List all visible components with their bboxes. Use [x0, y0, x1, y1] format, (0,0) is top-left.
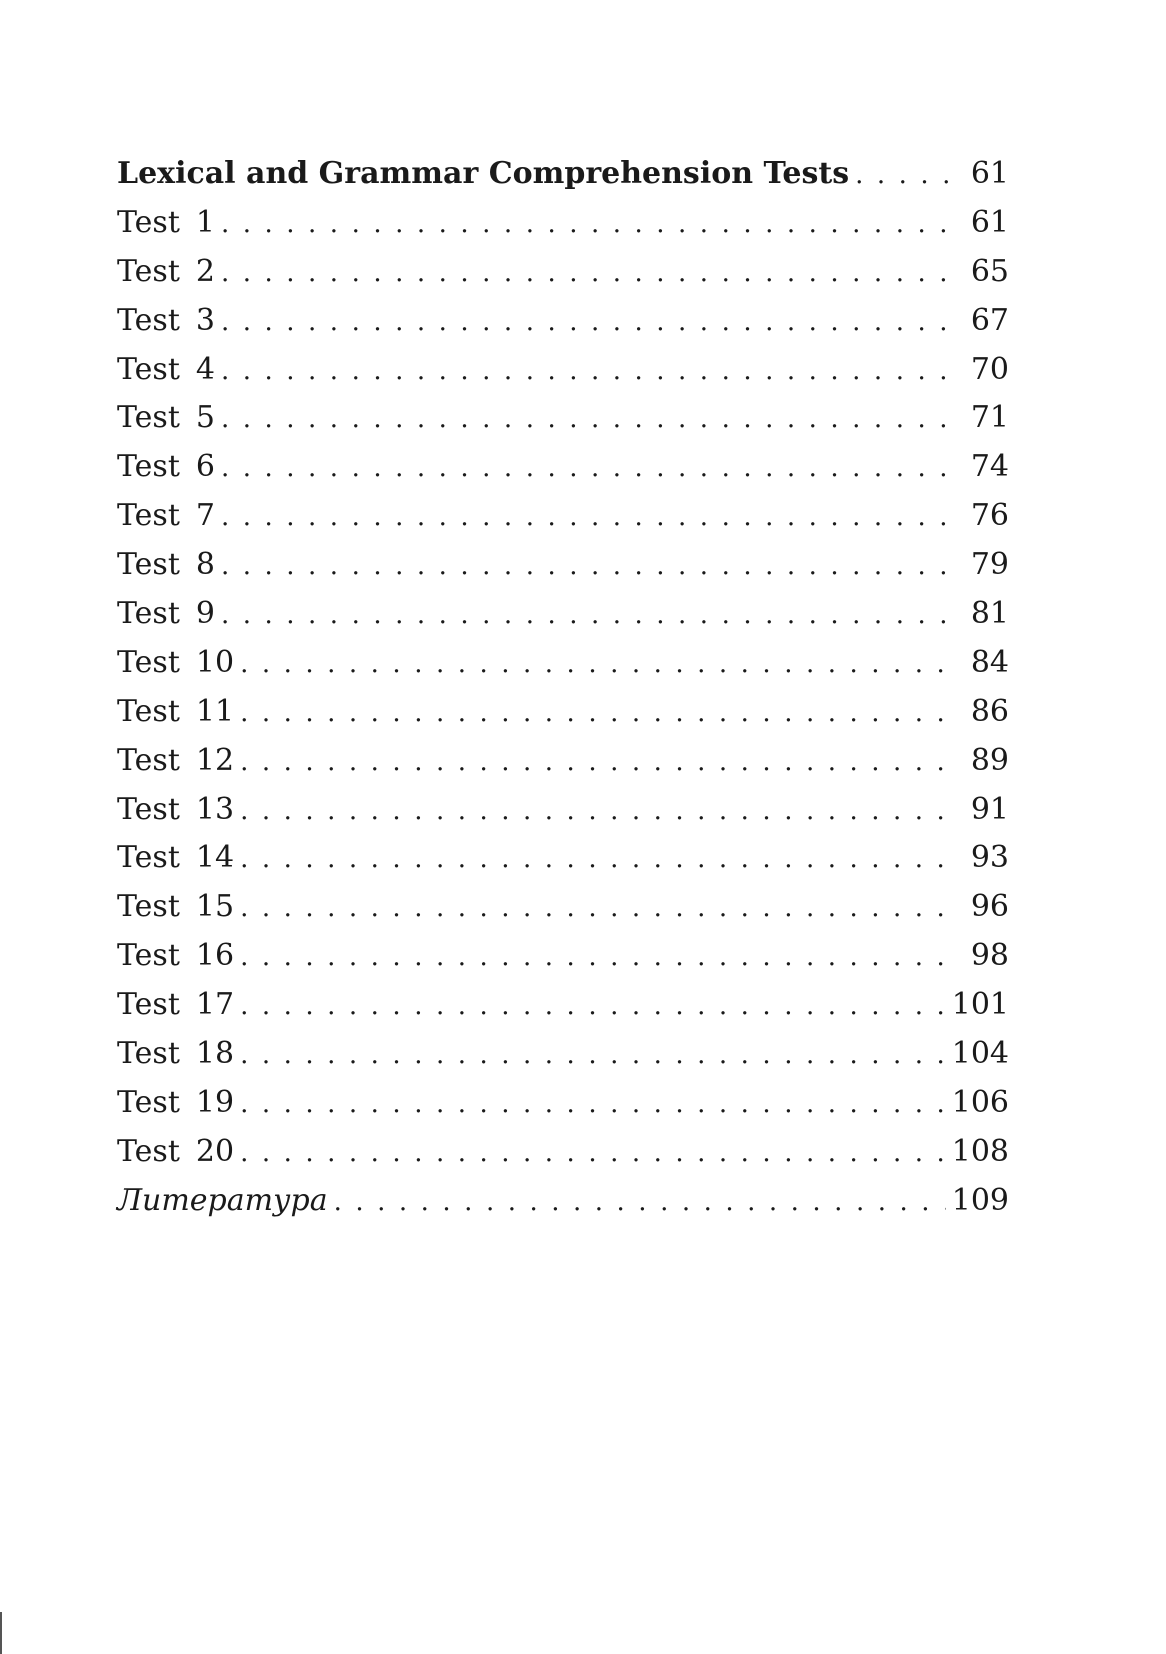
toc-test-entry[interactable]: [117, 1128, 1009, 1177]
dot-leader: [221, 444, 953, 493]
dot-leader: [334, 1178, 946, 1227]
toc-test-page: 93: [970, 840, 1009, 876]
toc-test-number: 2: [195, 253, 215, 289]
toc-test-entry[interactable]: [117, 248, 1009, 297]
toc-test-number: 9: [195, 596, 215, 632]
toc-test-number: 5: [195, 400, 215, 436]
toc-test-label: Test: [117, 547, 180, 583]
toc-test-number: 10: [195, 644, 235, 680]
toc-test-label: Test: [117, 498, 180, 534]
dot-leader: [221, 347, 953, 396]
toc-test-page: 84: [970, 644, 1009, 680]
dot-leader: [855, 151, 953, 200]
toc-test-label: Test: [117, 204, 180, 240]
toc-test-entry[interactable]: [117, 639, 1009, 688]
toc-test-page: 98: [970, 938, 1009, 974]
toc-test-number: 20: [195, 1133, 235, 1169]
toc-test-page: 106: [951, 1084, 1009, 1120]
dot-leader: [221, 395, 953, 444]
toc-test-number: 6: [195, 449, 215, 485]
toc-test-entry[interactable]: [117, 1030, 1009, 1079]
toc-test-page: 74: [970, 449, 1009, 485]
toc-test-number: 18: [195, 1036, 235, 1072]
dot-leader: [240, 1080, 946, 1129]
toc-test-label: Test: [117, 889, 180, 925]
toc-references-page: 109: [951, 1182, 1009, 1218]
toc-test-number: 1: [195, 204, 215, 240]
table-of-contents: [117, 150, 1009, 1226]
toc-test-entry[interactable]: [117, 688, 1009, 737]
toc-test-entry[interactable]: [117, 541, 1009, 590]
toc-test-label: Test: [117, 840, 180, 876]
toc-test-page: 91: [970, 791, 1009, 827]
dot-leader: [240, 884, 953, 933]
toc-test-page: 76: [970, 498, 1009, 534]
toc-test-number: 4: [195, 351, 215, 387]
toc-references-entry[interactable]: [117, 1177, 1009, 1226]
toc-test-page: 101: [951, 987, 1009, 1023]
test-entries-list: [117, 199, 1009, 1177]
toc-test-number: 15: [195, 889, 235, 925]
toc-test-page: 71: [970, 400, 1009, 436]
toc-test-entry[interactable]: [117, 590, 1009, 639]
dot-leader: [221, 200, 953, 249]
toc-test-label: Test: [117, 253, 180, 289]
toc-test-page: 86: [970, 693, 1009, 729]
page-edge-mark: [0, 1612, 2, 1654]
toc-test-label: Test: [117, 351, 180, 387]
toc-test-page: 67: [970, 302, 1009, 338]
toc-test-entry[interactable]: [117, 883, 1009, 932]
toc-test-number: 12: [195, 742, 235, 778]
dot-leader: [221, 591, 953, 640]
toc-test-entry[interactable]: [117, 297, 1009, 346]
toc-test-number: 19: [195, 1084, 235, 1120]
dot-leader: [240, 1129, 946, 1178]
toc-test-label: Test: [117, 644, 180, 680]
toc-test-label: Test: [117, 1133, 180, 1169]
toc-test-number: 17: [195, 987, 235, 1023]
toc-test-number: 13: [195, 791, 235, 827]
dot-leader: [240, 1031, 946, 1080]
toc-test-page: 79: [970, 547, 1009, 583]
toc-test-number: 11: [195, 693, 235, 729]
toc-test-number: 3: [195, 302, 215, 338]
dot-leader: [221, 298, 953, 347]
dot-leader: [221, 249, 953, 298]
toc-test-label: Test: [117, 742, 180, 778]
toc-test-label: Test: [117, 987, 180, 1023]
toc-test-label: Test: [117, 1036, 180, 1072]
toc-test-label: Test: [117, 1084, 180, 1120]
toc-heading-entry[interactable]: [117, 150, 1009, 199]
dot-leader: [240, 640, 953, 689]
toc-test-number: 16: [195, 938, 235, 974]
toc-test-page: 89: [970, 742, 1009, 778]
toc-test-number: 8: [195, 547, 215, 583]
toc-test-number: 14: [195, 840, 235, 876]
toc-references-label: Литература: [117, 1182, 328, 1218]
toc-test-entry[interactable]: [117, 786, 1009, 835]
toc-test-entry[interactable]: [117, 1079, 1009, 1128]
toc-test-label: Test: [117, 449, 180, 485]
toc-test-entry[interactable]: [117, 443, 1009, 492]
toc-heading-label: Lexical and Grammar Comprehension Tests: [117, 156, 850, 191]
toc-test-page: 61: [970, 204, 1009, 240]
toc-test-number: 7: [195, 498, 215, 534]
toc-test-page: 65: [970, 253, 1009, 289]
toc-test-entry[interactable]: [117, 834, 1009, 883]
toc-test-page: 108: [951, 1133, 1009, 1169]
toc-test-page: 104: [951, 1036, 1009, 1072]
toc-test-label: Test: [117, 693, 180, 729]
toc-test-page: 96: [970, 889, 1009, 925]
toc-test-entry[interactable]: [117, 932, 1009, 981]
dot-leader: [240, 933, 953, 982]
toc-test-page: 81: [970, 596, 1009, 632]
toc-test-entry[interactable]: [117, 346, 1009, 395]
dot-leader: [240, 982, 946, 1031]
toc-test-label: Test: [117, 302, 180, 338]
toc-test-page: 70: [970, 351, 1009, 387]
toc-heading-page: 61: [970, 156, 1009, 191]
toc-test-entry[interactable]: [117, 981, 1009, 1030]
dot-leader: [221, 542, 953, 591]
toc-test-entry[interactable]: [117, 492, 1009, 541]
toc-test-entry[interactable]: [117, 394, 1009, 443]
toc-test-entry[interactable]: [117, 737, 1009, 786]
dot-leader: [240, 787, 953, 836]
dot-leader: [240, 689, 953, 738]
dot-leader: [221, 493, 953, 542]
toc-test-label: Test: [117, 938, 180, 974]
toc-test-label: Test: [117, 791, 180, 827]
dot-leader: [240, 835, 953, 884]
toc-test-entry[interactable]: [117, 199, 1009, 248]
dot-leader: [240, 738, 953, 787]
toc-test-label: Test: [117, 400, 180, 436]
toc-test-label: Test: [117, 596, 180, 632]
